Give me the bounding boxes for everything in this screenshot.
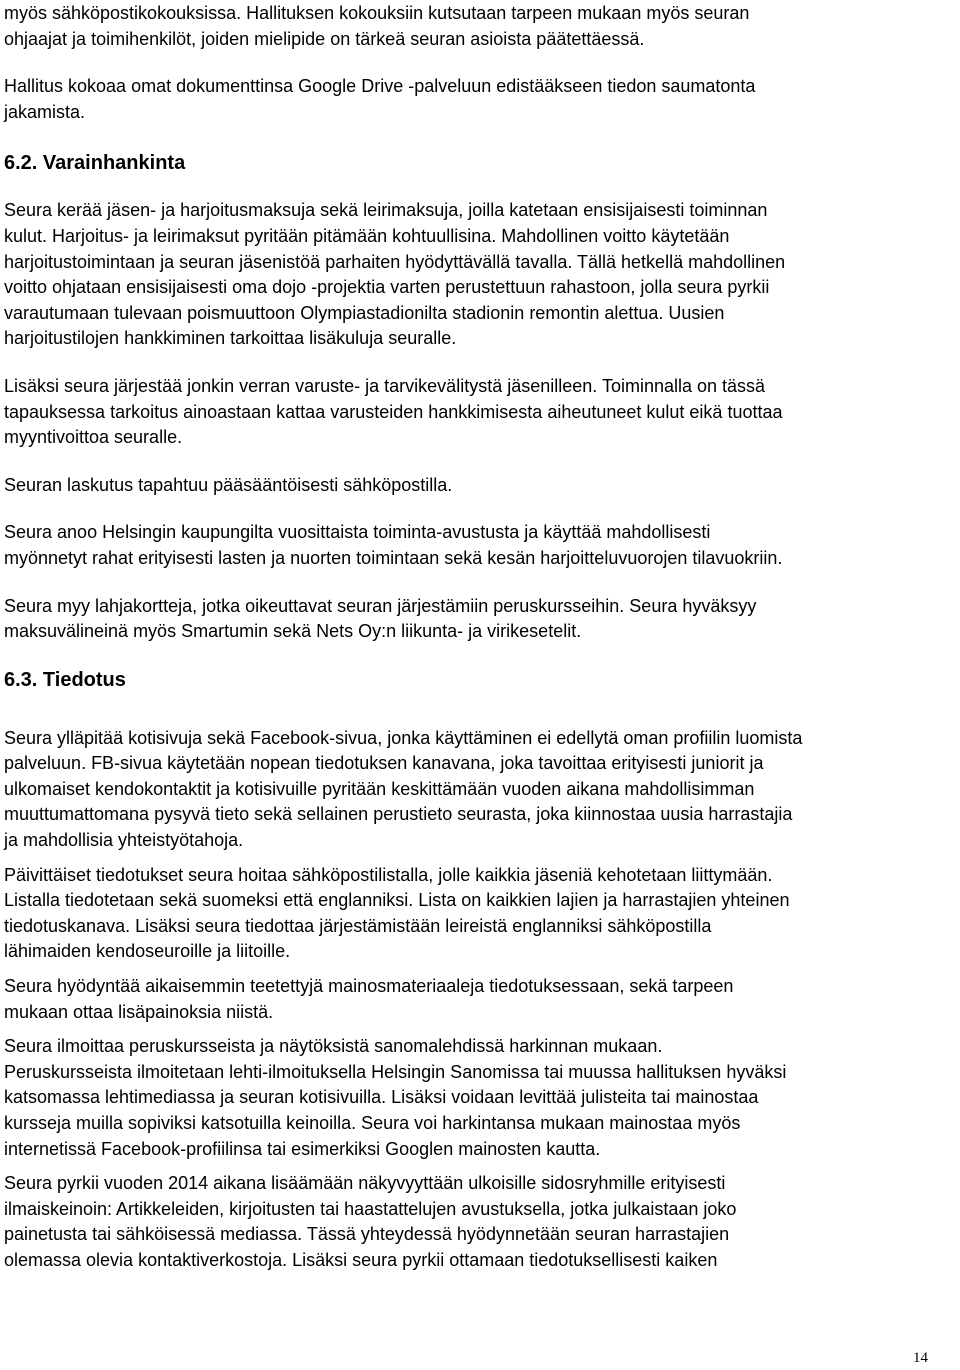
paragraph-website-facebook: Seura ylläpitää kotisivuja sekä Facebook-sivua, jonka käyttäminen ei edellytä oman profiilin luomista palveluun. FB-sivua käytetään nopean tiedotuksen kanavana, joka tavoittaa erityisesti juniorit ja ulkomaiset kendokontaktit ja kotisivuille pyritään keskittämään vuoden aikana mahdollisimman muuttumattomana pysyvä tieto sekä sellainen perustieto seurasta, joka kiinnostaa uusia harrastajia ja mahdollisia yhteistyötahoja.: [4, 727, 803, 851]
paragraph-equipment: Lisäksi seura järjestää jonkin verran varuste- ja tarvikevälitystä jäsenilleen. Toiminnalla on tässä tapauksessa tarkoitus ainoastaan kattaa varusteiden hankkimisesta aiheutuneet kulut eikä tuottaa myyntivoittoa seuralle.: [4, 375, 783, 448]
page-number: 14: [913, 1350, 928, 1366]
paragraph-membership-fees: Seura kerää jäsen- ja harjoitusmaksuja sekä leirimaksuja, joilla katetaan ensisijaisesti toiminnan kulut. Harjoitus- ja leirimaksut pyritään pitämään kohtuullisina. Mahdollinen voitto käytetään harjoitustoimintaan ja seuran jäsenistöä parhaiten hyödyttävällä tavalla. Tällä hetkellä mahdollinen voitto ohjataan ensisijaisesti oma dojo -projektia varten perustettuun rahastoon, jolla seura pyrkii varautumaan tulevaan poismuuttoon Olympiastadionilta stadionin remontin alettua. Uusien harjoitustilojen hankkiminen tarkoittaa lisäkuluja seuralle.: [4, 200, 786, 349]
paragraph-ad-materials: Seura hyödyntää aikaisemmin teetettyjä mainosmateriaaleja tiedotuksessaan, sekä tarpeen mukaan ottaa lisäpainoksia niistä.: [4, 976, 734, 1022]
paragraph-invoicing: Seuran laskutus tapahtuu pääsääntöisesti sähköpostilla.: [4, 474, 453, 495]
heading-varainhankinta: 6.2. Varainhankinta: [4, 152, 186, 175]
paragraph-visibility-2014: Seura pyrkii vuoden 2014 aikana lisäämään näkyvyyttään ulkoisille sidosryhmille erityisesti ilmaiskeinoin: Artikkeleiden, kirjoitusten tai haastattelujen avustuksella, jotka julkaistaan joko painetusta tai sähköisessä mediassa. Tässä yhteydessä hyödynnetään seuran harrastajien olemassa olevia kontaktiverkostoja. Lisäksi seura pyrkii ottamaan tiedotuksellisesti kaiken: [4, 1173, 737, 1270]
paragraph-email-list: Päivittäiset tiedotukset seura hoitaa sähköpostilistalla, jolle kaikkia jäseniä kehotetaan liittymään. Listalla tiedotetaan sekä suomeksi että englanniksi. Lista on kaikkien lajien ja harrastajien yhteinen tiedotuskanava. Lisäksi seura tiedottaa järjestämistään leireistä englanniksi sähköpostilla lähimaiden kendoseuroille ja liitoille.: [4, 864, 790, 962]
paragraph-google-drive: Hallitus kokoaa omat dokumenttinsa Google Drive -palveluun edistääkseen tiedon saumatonta jakamista.: [4, 76, 756, 122]
paragraph-newspapers: Seura ilmoittaa peruskursseista ja näytöksistä sanomalehdissä harkinnan mukaan. Peruskursseista ilmoitetaan lehti-ilmoituksella Helsingin Sanomissa tai muussa hallituksen hyväksi katsomassa lehtimediassa ja seuran kotisivuilla. Lisäksi voidaan levittää julisteita tai mainostaa kursseja muilla sopiviksi katsotuilla keinoilla. Seura voi harkintansa mukaan mainostaa myös internetissä Facebook-profiilinsa tai esimerkiksi Googlen mainosten kautta.: [4, 1036, 787, 1159]
paragraph-gift-cards: Seura myy lahjakortteja, jotka oikeuttavat seuran järjestämiin peruskursseihin. Seura hyväksyy maksuvälineinä myös Smartumin sekä Nets Oy:n liikunta- ja virikesetelit.: [4, 595, 757, 642]
heading-tiedotus: 6.3. Tiedotus: [4, 668, 126, 691]
paragraph-city-grant: Seura anoo Helsingin kaupungilta vuosittaista toiminta-avustusta ja käyttää mahdollisesti myönnetyt rahat erityisesti lasten ja nuorten toimintaan sekä kesän harjoitteluvuorojen tilavuokriin.: [4, 522, 783, 568]
paragraph-meetings-continued: myös sähköpostikokouksissa. Hallituksen kokouksiin kutsutaan tarpeen mukaan myös seuran ohjaajat ja toimihenkilöt, joiden mielipide on tärkeä seuran asioista päätettäessä.: [4, 3, 750, 49]
document-page: [4, 0, 958, 1274]
